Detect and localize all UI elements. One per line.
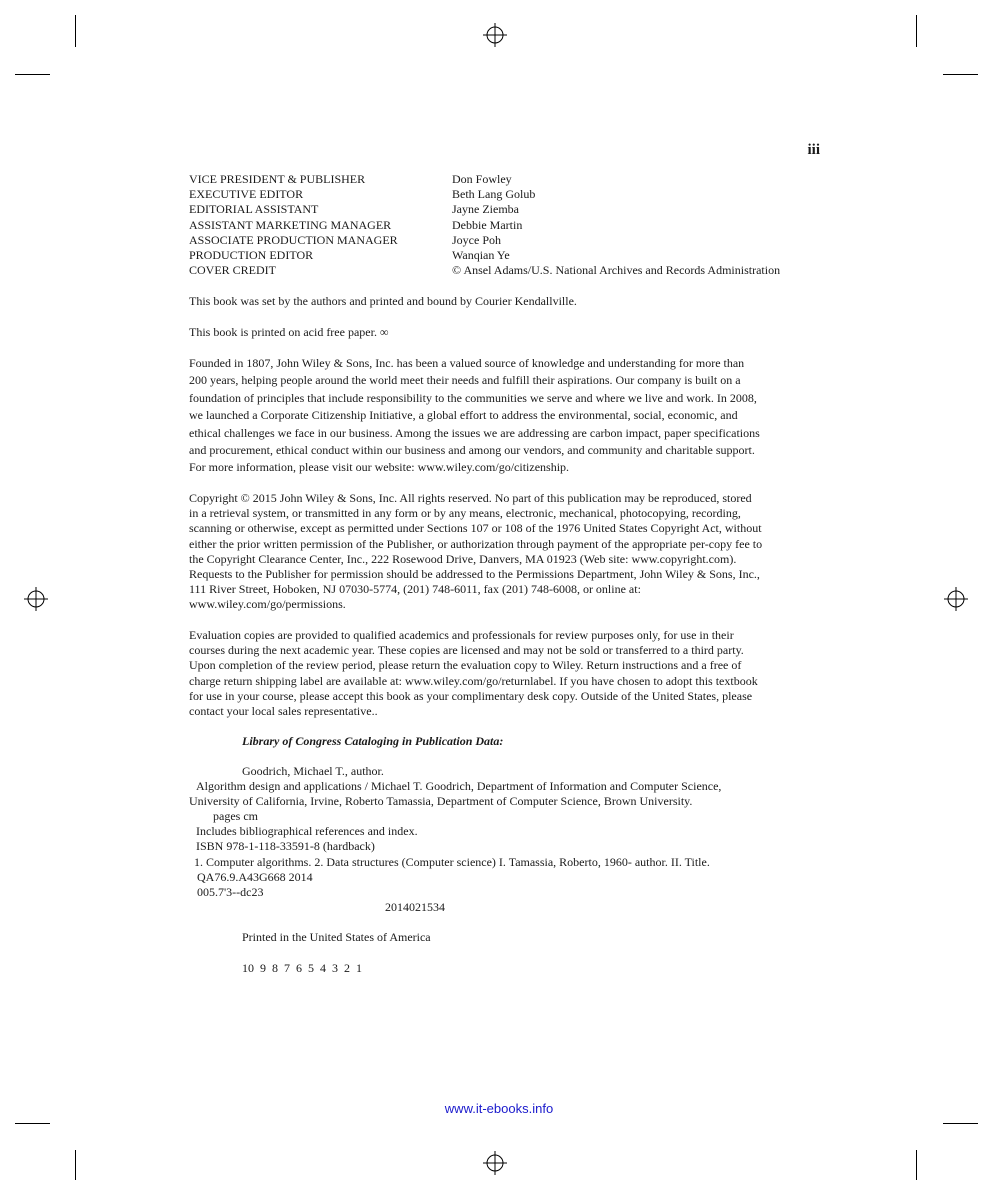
paragraph-line: scanning or otherwise, except as permitted under Sections 107 or 108 of the 1976 United States Copyright Act, without [189, 521, 762, 536]
evaluation-paragraph [189, 628, 821, 719]
catalog-line: Algorithm design and applications / Michael T. Goodrich, Department of Information and Computer Science, [196, 779, 722, 794]
paragraph-line: foundation of principles that include responsibility to the communities we serve and where we live and work. In 2008, [189, 390, 757, 405]
catalog-line: Includes bibliographical references and index. [196, 824, 418, 839]
credit-name: Don Fowley [452, 172, 512, 186]
credit-role: ASSISTANT MARKETING MANAGER [189, 217, 392, 232]
registration-mark-right-icon [943, 586, 969, 612]
printer-note: This book was set by the authors and printed and bound by Courier Kendallville. [189, 294, 577, 308]
credit-role: ASSOCIATE PRODUCTION MANAGER [189, 232, 398, 247]
print-line: 10 9 8 7 6 5 4 3 2 1 [242, 961, 362, 975]
cataloging-data [189, 764, 721, 900]
catalog-line: University of California, Irvine, Roberto Tamassia, Department of Computer Science, Brown University. [189, 794, 693, 809]
crop-mark-bottom-left-horizontal [15, 1123, 50, 1124]
crop-mark-bottom-left-vertical [75, 1150, 76, 1180]
crop-mark-bottom-right-vertical [916, 1150, 917, 1180]
crop-mark-top-right-vertical [916, 15, 917, 47]
paragraph-line: contact your local sales representative.. [189, 704, 378, 719]
credit-role: COVER CREDIT [189, 263, 276, 278]
catalog-line: ISBN 978-1-118-33591-8 (hardback) [196, 839, 375, 854]
paragraph-line: charge return shipping label are available at: www.wiley.com/go/returnlabel. If you have chosen to adopt this textbook [189, 673, 758, 688]
paragraph-line: either the prior written permission of the Publisher, or authorization through payment of the appropriate per-copy fee to [189, 536, 763, 551]
registration-mark-top-icon [482, 22, 508, 48]
paragraph-line: Upon completion of the review period, please return the evaluation copy to Wiley. Return instructions and a free of [189, 658, 742, 673]
credit-role: EDITORIAL ASSISTANT [189, 202, 319, 217]
registration-mark-left-icon [23, 586, 49, 612]
catalog-line: 005.7'3--dc23 [197, 884, 264, 899]
credit-name: Wanqian Ye [452, 247, 510, 262]
paragraph-line: the Copyright Clearance Center, Inc., 222 Rosewood Drive, Danvers, MA 01923 (Web site: www.copyright.com). [189, 551, 737, 566]
credit-role: PRODUCTION EDITOR [189, 247, 314, 262]
paragraph-line: Founded in 1807, John Wiley & Sons, Inc. has been a valued source of knowledge and understanding for more than [189, 356, 745, 370]
registration-mark-bottom-icon [482, 1150, 508, 1176]
paragraph-line: www.wiley.com/go/permissions. [189, 597, 346, 612]
credit-name: © Ansel Adams/U.S. National Archives and Records Administration [452, 263, 781, 278]
acid-free-note: This book is printed on acid free paper. ∞ [189, 325, 389, 339]
credit-name: Beth Lang Golub [452, 187, 536, 202]
catalog-line: QA76.9.A43G668 2014 [197, 869, 313, 884]
credit-name: Debbie Martin [452, 217, 523, 232]
footer-website-link[interactable]: www.it-ebooks.info [444, 1101, 554, 1116]
crop-mark-top-left-vertical [75, 15, 76, 47]
catalog-line: 1. Computer algorithms. 2. Data structures (Computer science) I. Tamassia, Roberto, 1960- author. II. Title. [194, 854, 710, 869]
paragraph-line: we launched a Corporate Citizenship Initiative, a global effort to address the environmental, social, economic, and [189, 408, 738, 423]
paragraph-line: in a retrieval system, or transmitted in any form or by any means, electronic, mechanical, photocopying, recording, [189, 506, 741, 521]
credit-role: EXECUTIVE EDITOR [189, 187, 304, 202]
paragraph-line: 111 River Street, Hoboken, NJ 07030-5774, (201) 748-6011, fax (201) 748-6008, or online at: [189, 582, 641, 597]
page-number: iii [807, 142, 820, 158]
paragraph-line: for use in your course, please accept this book as your complimentary desk copy. Outside of the United States, please [189, 688, 753, 703]
catalog-line: Goodrich, Michael T., author. [242, 764, 384, 778]
credit-role: VICE PRESIDENT & PUBLISHER [189, 172, 366, 186]
credit-name: Jayne Ziemba [452, 202, 519, 217]
catalog-line: pages cm [213, 809, 258, 824]
paragraph-line: Copyright © 2015 John Wiley & Sons, Inc. All rights reserved. No part of this publication may be reproduced, stored [189, 491, 752, 505]
printed-in-note: Printed in the United States of America [242, 930, 431, 944]
paragraph-line: For more information, please visit our website: www.wiley.com/go/citizenship. [189, 460, 570, 475]
crop-mark-top-right-horizontal [943, 74, 978, 75]
paragraph-line: courses during the next academic year. These copies are licensed and may not be sold or transferred to a third party. [189, 643, 744, 658]
lccn-number: 2014021534 [385, 900, 445, 914]
copyright-paragraph [189, 491, 821, 613]
paragraph-line: 200 years, helping people around the world meet their needs and fulfill their aspirations. Our company is built on a [189, 373, 741, 388]
paragraph-line: ethical challenges we face in our business. Among the issues we are addressing are carbon impact, paper specifications [189, 425, 760, 440]
paragraph-line: and procurement, ethical conduct within our business and among our vendors, and community and charitable support. [189, 443, 755, 458]
crop-mark-bottom-right-horizontal [943, 1123, 978, 1124]
crop-mark-top-left-horizontal [15, 74, 50, 75]
credit-name: Joyce Poh [452, 232, 501, 247]
paragraph-line: Evaluation copies are provided to qualified academics and professionals for review purposes only, for use in their [189, 628, 734, 642]
paragraph-line: Requests to the Publisher for permission should be addressed to the Permissions Department, John Wiley & Sons, Inc., [189, 567, 760, 582]
founded-paragraph [189, 355, 821, 477]
cataloging-title: Library of Congress Cataloging in Publication Data: [242, 734, 504, 748]
